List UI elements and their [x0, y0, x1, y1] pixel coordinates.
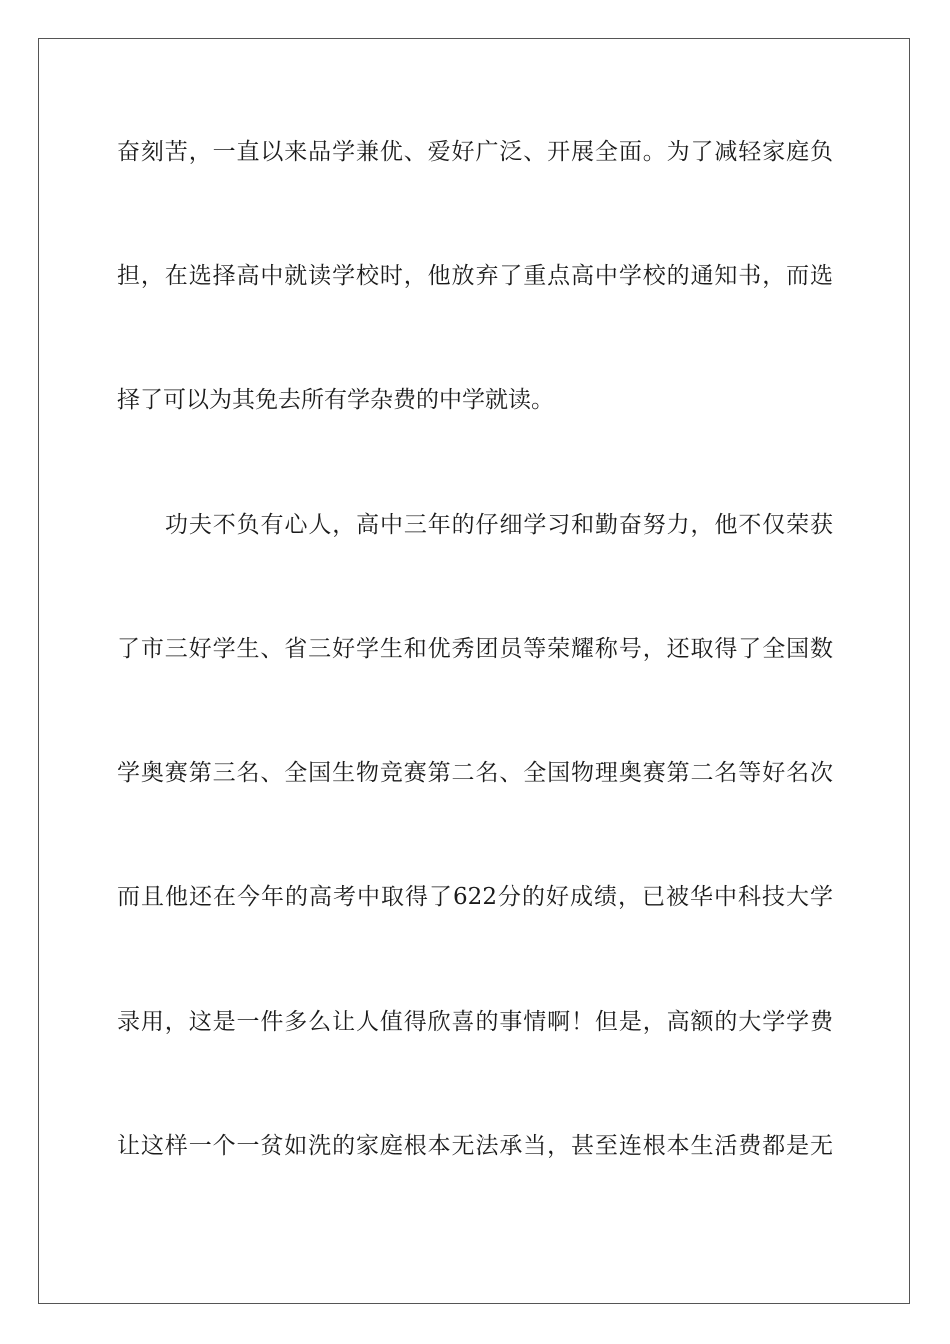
- paragraph-line: 录用，这是一件多么让人值得欣喜的事情啊！但是，高额的大学学费: [117, 1009, 833, 1035]
- paragraph-line: 而且他还在今年的高考中取得了622分的好成绩，已被华中科技大学: [117, 884, 833, 910]
- paragraph-line: 了市三好学生、省三好学生和优秀团员等荣耀称号，还取得了全国数: [117, 636, 833, 662]
- page-frame: [38, 38, 910, 1304]
- paragraph-line: 学奥赛第三名、全国生物竞赛第二名、全国物理奥赛第二名等好名次: [117, 760, 833, 786]
- paragraph-line: 择了可以为其免去所有学杂费的中学就读。: [117, 387, 554, 413]
- paragraph-line: 让这样一个一贫如洗的家庭根本无法承当，甚至连根本生活费都是无: [117, 1133, 833, 1159]
- paragraph-line: 奋刻苦，一直以来品学兼优、爱好广泛、开展全面。为了减轻家庭负: [117, 139, 833, 165]
- paragraph-line: 功夫不负有心人，高中三年的仔细学习和勤奋努力，他不仅荣获: [165, 512, 833, 538]
- paragraph-line: 担，在选择高中就读学校时，他放弃了重点高中学校的通知书，而选: [117, 263, 833, 289]
